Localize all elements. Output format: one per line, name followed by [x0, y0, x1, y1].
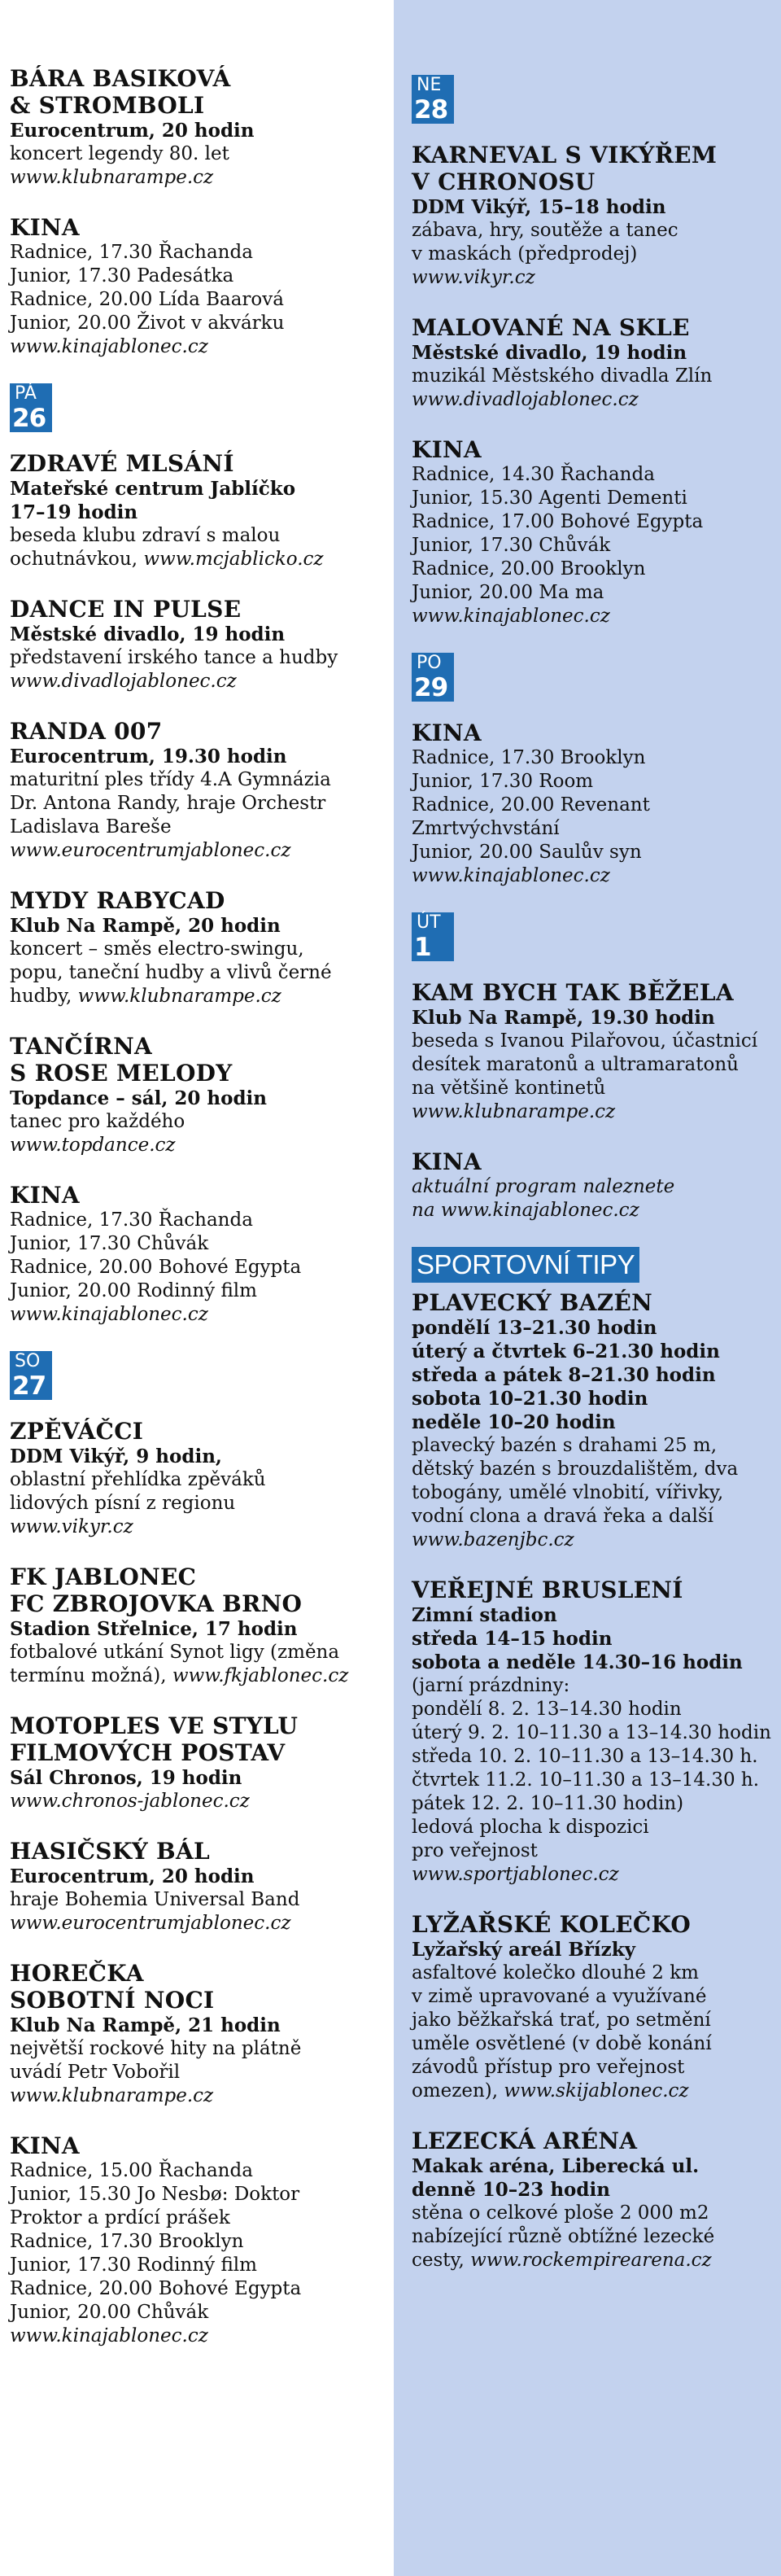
event-venue: Klub Na Rampě, 20 hodin [10, 915, 281, 937]
screening-line: Radnice, 20.00 Brooklyn [412, 558, 646, 579]
event-title: RANDA 007 [10, 718, 163, 745]
event-brusleni [412, 1577, 778, 1887]
event-description-last [412, 2249, 778, 2272]
event-fk-jablonec [10, 1564, 386, 1688]
event-venue: Mateřské centrum Jablíčko [10, 478, 296, 500]
event-description: jako běžkařská trať, po setmění [412, 2010, 711, 2031]
event-title: TANČÍRNA [10, 1033, 152, 1060]
event-link[interactable]: www.klubnarampe.cz [77, 986, 281, 1007]
opening-hours: úterý a čtvrtek 6–21.30 hodin [412, 1340, 720, 1362]
event-description: plavecký bazén s drahami 25 m, [412, 1435, 718, 1456]
screening-line: Radnice, 20.00 Revenant [412, 794, 650, 816]
event-description-last [10, 1664, 386, 1688]
event-description-text: omezen), [412, 2080, 504, 2101]
date-badge-po [412, 653, 454, 702]
screening-line: Junior, 17.30 Room [412, 771, 594, 792]
event-title: VEŘEJNÉ BRUSLENÍ [412, 1577, 683, 1603]
event-mlsani [10, 450, 386, 571]
event-venue: Zimní stadion [412, 1604, 557, 1626]
event-link[interactable]: www.rockempirearena.cz [470, 2250, 712, 2271]
event-venue: Městské divadlo, 19 hodin [412, 342, 687, 364]
date-badge-weekday: ÚT [417, 912, 441, 933]
event-description: představení irského tance a hudby [10, 647, 338, 668]
event-link[interactable]: www.vikyr.cz [412, 267, 535, 288]
screening-line: Zmrtvýchvstání [412, 818, 560, 839]
event-title: HOREČKA [10, 1960, 144, 1987]
event-description: pátek 12. 2. 10–11.30 hodin) [412, 1793, 684, 1814]
event-motoples [10, 1712, 386, 1813]
screening-line: Radnice, 17.30 Brooklyn [412, 747, 646, 768]
date-badge-weekday: PO [417, 653, 442, 673]
event-link[interactable]: www.vikyr.cz [10, 1516, 133, 1537]
date-badge-so [10, 1351, 52, 1400]
event-kina-4 [412, 436, 778, 628]
event-description: maturitní ples třídy 4.A Gymnázia [10, 769, 331, 790]
opening-hours: středa a pátek 8–21.30 hodin [412, 1364, 716, 1386]
event-zpevacci [10, 1418, 386, 1539]
event-title: FK JABLONEC [10, 1564, 197, 1590]
screening-line: Junior, 20.00 Saulův syn [412, 842, 642, 863]
event-description: v maskách (předprodej) [412, 243, 638, 265]
event-kina-2 [10, 1182, 386, 1327]
event-title: MYDY RABYCAD [10, 887, 225, 914]
event-title: KAM BYCH TAK BĚŽELA [412, 979, 734, 1006]
event-link[interactable]: www.mcjablicko.cz [143, 549, 324, 570]
screening-line: Junior, 20.00 Ma ma [412, 582, 604, 603]
date-badge-day: 29 [414, 673, 448, 702]
event-description: muzikál Městského divadla Zlín [412, 365, 713, 387]
event-title: KINA [412, 1148, 482, 1175]
event-link[interactable]: www.chronos-jablonec.cz [10, 1791, 250, 1812]
event-tancirna [10, 1033, 386, 1157]
screening-line: Radnice, 17.30 Řachanda [10, 242, 253, 263]
date-badge-ut [412, 912, 454, 961]
screening-line: Junior, 17.30 Rodinný film [10, 2255, 257, 2276]
date-badge-day: 28 [414, 95, 448, 125]
event-description: Dr. Antona Randy, hraje Orchestr [10, 793, 326, 814]
event-malovane [412, 314, 778, 412]
event-venue: Eurocentrum, 20 hodin [10, 120, 255, 142]
event-description: stěna o celkové ploše 2 000 m2 [412, 2202, 709, 2224]
event-description: aktuální program naleznete [412, 1176, 675, 1197]
event-link[interactable]: www.kinajablonec.cz [412, 606, 610, 627]
screening-line: Radnice, 17.00 Bohové Egypta [412, 511, 704, 532]
event-time: 17–19 hodin [10, 501, 138, 523]
event-link[interactable]: www.klubnarampe.cz [10, 2085, 214, 2106]
date-badge-day: 27 [12, 1371, 46, 1401]
date-badge-weekday: NE [417, 75, 442, 95]
event-link[interactable]: www.eurocentrumjablonec.cz [10, 1913, 291, 1934]
date-badge-day: 26 [12, 404, 46, 433]
event-link[interactable]: na www.kinajablonec.cz [412, 1200, 639, 1221]
event-title: KINA [10, 2132, 80, 2159]
event-description: popu, taneční hudby a vlivů černé [10, 962, 332, 983]
event-title: V CHRONOSU [412, 168, 596, 195]
event-title: MOTOPLES VE STYLU [10, 1712, 299, 1739]
event-randa [10, 718, 386, 863]
event-title: HASIČSKÝ BÁL [10, 1838, 211, 1865]
screening-line: Radnice, 15.00 Řachanda [10, 2160, 253, 2181]
event-description: beseda klubu zdraví s malou [10, 525, 281, 546]
event-description: hraje Bohemia Universal Band [10, 1889, 300, 1910]
event-title: BÁRA BASIKOVÁ [10, 65, 231, 92]
screening-line: Radnice, 14.30 Řachanda [412, 464, 655, 485]
event-description: lidových písní z regionu [10, 1493, 236, 1514]
screening-line: Junior, 20.00 Chůvák [10, 2302, 209, 2323]
screening-line: Junior, 20.00 Rodinný film [10, 1280, 257, 1301]
event-venue: Klub Na Rampě, 19.30 hodin [412, 1007, 715, 1029]
event-link[interactable]: www.klubnarampe.cz [412, 1101, 616, 1122]
screening-line: Radnice, 20.00 Bohové Egypta [10, 2278, 302, 2299]
event-title: LYŽAŘSKÉ KOLEČKO [412, 1911, 692, 1938]
event-description: uvádí Petr Vobořil [10, 2062, 181, 2083]
event-description: (jarní prázdniny: [412, 1675, 570, 1696]
event-title: ZPĚVÁČCI [10, 1418, 144, 1445]
event-link[interactable]: www.klubnarampe.cz [10, 167, 214, 188]
event-description: v zimě upravované a využívané [412, 1986, 707, 2007]
screening-line: Junior, 15.30 Agenti Dementi [412, 488, 687, 509]
event-venue: Makak aréna, Liberecká ul. [412, 2155, 700, 2177]
event-description: vodní clona a dravá řeka a další [412, 1506, 713, 1527]
event-description: desítek maratonů a ultramaratonů [412, 1054, 739, 1075]
date-badge-weekday: SO [15, 1351, 41, 1371]
opening-hours: středa 14–15 hodin [412, 1628, 613, 1650]
screening-line: Junior, 20.00 Život v akvárku [10, 313, 285, 334]
event-title: KINA [10, 214, 80, 241]
date-badge-pa [10, 383, 52, 432]
event-link[interactable]: www.topdance.cz [10, 1135, 176, 1156]
event-lezecka [412, 2128, 778, 2272]
screening-line: Junior, 15.30 Jo Nesbø: Doktor [10, 2184, 300, 2205]
event-title: S ROSE MELODY [10, 1060, 233, 1087]
event-description: závodů přístup pro veřejnost [412, 2057, 685, 2078]
event-karneval [412, 142, 778, 290]
event-description: středa 10. 2. 10–11.30 a 13–14.30 h. [412, 1746, 758, 1767]
event-description: tobogány, umělé vlnobití, vířivky, [412, 1482, 724, 1503]
event-description: největší rockové hity na plátně [10, 2038, 302, 2059]
event-description-last [412, 2080, 778, 2103]
event-description: nabízející různě obtížné lezecké [412, 2226, 715, 2247]
event-venue: Městské divadlo, 19 hodin [10, 623, 286, 645]
event-venue: DDM Vikýř, 15–18 hodin [412, 196, 666, 218]
right-column [394, 0, 781, 2576]
event-venue: Topdance – sál, 20 hodin [10, 1087, 267, 1109]
date-badge-weekday: PÁ [15, 383, 37, 404]
event-description: dětský bazén s brouzdalištěm, dva [412, 1459, 739, 1480]
event-description-last [10, 985, 386, 1008]
opening-hours: pondělí 13–21.30 hodin [412, 1317, 657, 1339]
event-description: pro veřejnost [412, 1840, 538, 1861]
event-title: FILMOVÝCH POSTAV [10, 1739, 286, 1766]
event-title: DANCE IN PULSE [10, 596, 242, 623]
event-description: beseda s Ivanou Pilařovou, účastnicí [412, 1030, 758, 1052]
date-badge-day: 1 [414, 933, 431, 962]
event-lyzarske [412, 1911, 778, 2103]
screening-line: Radnice, 17.30 Řachanda [10, 1209, 253, 1231]
event-link[interactable]: www.kinajablonec.cz [412, 865, 610, 886]
event-description: fotbalové utkání Synot ligy (změna [10, 1642, 340, 1663]
event-title: ZDRAVÉ MLSÁNÍ [10, 450, 234, 477]
opening-hours: sobota 10–21.30 hodin [412, 1388, 648, 1410]
event-venue: Lyžařský areál Břízky [412, 1939, 636, 1961]
event-description: oblastní přehlídka zpěváků [10, 1469, 266, 1490]
event-venue: Eurocentrum, 20 hodin [10, 1865, 255, 1887]
event-link[interactable]: www.sportjablonec.cz [412, 1864, 619, 1885]
event-venue: Klub Na Rampě, 21 hodin [10, 2014, 281, 2036]
event-description: Ladislava Bareše [10, 816, 172, 838]
event-title: SOBOTNÍ NOCI [10, 1987, 215, 2014]
event-kam-bych [412, 979, 778, 1124]
event-description: čtvrtek 11.2. 10–11.30 a 13–14.30 h. [412, 1769, 760, 1791]
event-title: KINA [10, 1182, 80, 1209]
opening-hours: neděle 10–20 hodin [412, 1411, 616, 1433]
event-description-last [10, 548, 386, 571]
screening-line: Junior, 17.30 Chůvák [10, 1233, 209, 1254]
event-title: KARNEVAL S VIKÝŘEM [412, 142, 718, 168]
event-description: úterý 9. 2. 10–11.30 a 13–14.30 hodin [412, 1722, 771, 1743]
event-description: koncert – směs electro-swingu, [10, 938, 304, 960]
event-link[interactable]: www.divadlojablonec.cz [412, 389, 639, 410]
screening-line: Junior, 17.30 Chůvák [412, 535, 611, 556]
event-title: KINA [412, 436, 482, 463]
event-link[interactable]: www.kinajablonec.cz [10, 2325, 208, 2346]
event-bazen [412, 1289, 778, 1552]
opening-hours: sobota a neděle 14.30–16 hodin [412, 1651, 743, 1673]
screening-line: Radnice, 20.00 Bohové Egypta [10, 1257, 302, 1278]
event-kina-5 [412, 719, 778, 888]
event-description-text: cesty, [412, 2250, 471, 2271]
event-mydy [10, 887, 386, 1008]
event-description: zábava, hry, soutěže a tanec [412, 220, 678, 241]
event-kina-3 [10, 2132, 386, 2348]
event-link[interactable]: www.eurocentrumjablonec.cz [10, 840, 291, 861]
event-kina-1 [10, 214, 386, 359]
event-link[interactable]: www.skijablonec.cz [504, 2080, 689, 2101]
event-description: ledová plocha k dispozici [412, 1817, 649, 1838]
event-venue: Eurocentrum, 19.30 hodin [10, 746, 287, 768]
opening-hours: denně 10–23 hodin [412, 2179, 610, 2201]
event-title: LEZECKÁ ARÉNA [412, 2128, 638, 2154]
event-description: tanec pro každého [10, 1111, 185, 1132]
event-link[interactable]: www.kinajablonec.cz [10, 1304, 208, 1325]
event-description-text: hudby, [10, 986, 78, 1007]
event-title: FC ZBROJOVKA BRNO [10, 1590, 303, 1617]
event-title: PLAVECKÝ BAZÉN [412, 1289, 653, 1316]
event-hasicsky-bal [10, 1838, 386, 1935]
event-link[interactable]: www.bazenjbc.cz [412, 1529, 574, 1550]
sport-tips-banner: SPORTOVNÍ TIPY [412, 1247, 639, 1283]
event-kina-6 [412, 1148, 778, 1222]
event-venue: Sál Chronos, 19 hodin [10, 1767, 242, 1789]
event-description: uměle osvětlené (v době konání [412, 2033, 712, 2054]
event-description-text: termínu možná), [10, 1665, 172, 1686]
event-link[interactable]: www.divadlojablonec.cz [10, 671, 237, 692]
event-description: koncert legendy 80. let [10, 143, 229, 164]
event-venue: Stadion Střelnice, 17 hodin [10, 1618, 298, 1640]
event-link[interactable]: www.fkjablonec.cz [172, 1665, 349, 1686]
screening-line: Radnice, 20.00 Lída Baarová [10, 289, 284, 310]
event-basikova [10, 65, 386, 190]
event-link[interactable]: www.kinajablonec.cz [10, 336, 208, 357]
event-description: pondělí 8. 2. 13–14.30 hodin [412, 1699, 682, 1720]
event-venue: DDM Vikýř, 9 hodin, [10, 1445, 222, 1467]
event-title: & STROMBOLI [10, 92, 205, 119]
screening-line: Proktor a prdící prášek [10, 2207, 230, 2228]
date-badge-ne [412, 75, 454, 124]
screening-line: Junior, 17.30 Padesátka [10, 265, 234, 286]
screening-line: Radnice, 17.30 Brooklyn [10, 2231, 244, 2252]
event-title: KINA [412, 719, 482, 746]
event-title: MALOVANÉ NA SKLE [412, 314, 690, 341]
event-description: asfaltové kolečko dlouhé 2 km [412, 1962, 699, 1983]
event-description: na většině kontinetů [412, 1078, 606, 1099]
event-dance [10, 596, 386, 693]
event-description-text: ochutnávkou, [10, 549, 144, 570]
event-horecka [10, 1960, 386, 2108]
